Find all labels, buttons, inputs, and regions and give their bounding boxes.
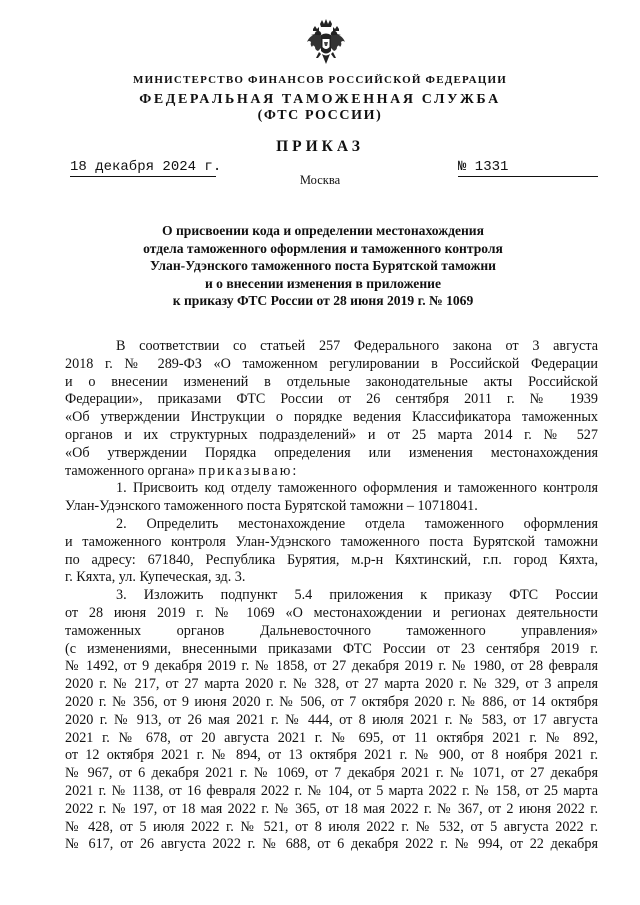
item-3-line: № 617, от 26 августа 2022 г. № 688, от 6 декабря 2022 г. № 994, от 22 декабря: [65, 836, 598, 853]
preamble-line: Федерации», приказами ФТС России от 26 сентября 2011 г. № 1939: [65, 391, 598, 408]
document-type: ПРИКАЗ: [276, 138, 364, 155]
item-1-line: 1. Присвоить код отделу таможенного оформления и таможенного контроля: [116, 480, 598, 497]
coat-of-arms-emblem: [305, 18, 347, 68]
item-3-line: 2020 г. № 913, от 26 мая 2021 г. № 444, от 8 июля 2021 г. № 583, от 17 августа: [65, 711, 598, 728]
document-body: [65, 338, 598, 854]
title-line: и о внесении изменения в приложение: [204, 275, 442, 291]
ministry-name: МИНИСТЕРСТВО ФИНАНСОВ РОССИЙСКОЙ ФЕДЕРАЦИИ: [133, 74, 507, 86]
item-3-line: от 28 июня 2019 г. № 1069 «О местонахождении и регионах деятельности: [65, 604, 598, 621]
item-3-line: 2021 г. № 678, от 20 августа 2021 г. № 695, от 11 октября 2021 г. № 892,: [65, 729, 598, 746]
preamble-line: «Об утверждении Инструкции о порядке ведения Классификатора таможенных: [65, 409, 598, 426]
document-city: Москва: [299, 173, 341, 187]
title-line: отдела таможенного оформления и таможенного контроля: [143, 240, 503, 256]
item-3-line: № 1492, от 9 декабря 2019 г. № 1858, от 27 декабря 2019 г. № 1980, от 28 февраля: [65, 658, 598, 675]
item-2-line: по адресу: 671840, Республика Бурятия, м.р-н Кяхтинский, г.п. город Кяхта,: [65, 551, 598, 568]
preamble-line: и о внесении изменений в отдельные законодательные акты Российской: [65, 373, 598, 390]
item-3-line: (с изменениями, внесенными приказами ФТС России от 23 сентября 2019 г.: [65, 640, 598, 657]
preamble-last-line: [65, 463, 598, 481]
orders-word: приказываю:: [198, 462, 299, 479]
item-2-line: и таможенного контроля Улан-Удэнского таможенного поста Бурятской таможни: [65, 533, 598, 550]
title-line: О присвоении кода и определении местонахождения: [161, 223, 484, 238]
preamble-line: органов и их структурных подразделений» и от 25 марта 2014 г. № 527: [65, 426, 598, 443]
item-3-line: 2020 г. № 217, от 27 марта 2020 г. № 328, от 27 марта 2020 г. № 329, от 3 апреля: [65, 676, 598, 693]
preamble-line: 2018 г. № 289-ФЗ «О таможенном регулировании в Российской Федерации: [65, 355, 598, 372]
title-line: Улан-Удэнского таможенного поста Бурятской таможни: [149, 258, 497, 274]
preamble-line: В соответствии со статьей 257 Федерального закона от 3 августа: [116, 338, 598, 354]
item-3-line: 2020 г. № 356, от 9 июня 2020 г. № 506, от 7 октября 2020 г. № 886, от 14 октября: [65, 693, 598, 710]
document-number: № 1331: [458, 158, 598, 177]
item-3-line: 3. Изложить подпункт 5.4 приложения к приказу ФТС России: [116, 587, 598, 604]
document-date: 18 декабря 2024 г.: [70, 159, 222, 175]
item-2-line: г. Кяхта, ул. Купеческая, зд. 3.: [65, 569, 246, 586]
service-short-name: (ФТС РОССИИ): [257, 108, 383, 123]
item-3-line: 2021 г. № 1138, от 16 февраля 2022 г. № 104, от 5 марта 2022 г. № 158, от 25 марта: [65, 782, 598, 799]
item-3-line: № 967, от 6 декабря 2021 г. № 1069, от 7 декабря 2021 г. № 1071, от 27 декабря: [65, 765, 598, 782]
item-3-line: № 428, от 5 июля 2022 г. № 521, от 8 июля 2022 г. № 532, от 5 августа 2022 г.: [65, 818, 598, 835]
item-2-line: 2. Определить местонахождение отдела таможенного оформления: [116, 515, 598, 532]
document-title: [40, 222, 606, 310]
item-3-line: от 12 октября 2021 г. № 894, от 13 октября 2021 г. № 900, от 8 ноября 2021 г.: [65, 747, 598, 764]
preamble-line: «Об утверждении Порядка определения или изменения местонахождения: [65, 444, 598, 461]
preamble-line-text: таможенного органа»: [65, 462, 195, 479]
item-3-line: 2022 г. № 197, от 18 мая 2022 г. № 365, от 18 мая 2022 г. № 367, от 2 июня 2022 г.: [65, 800, 598, 817]
item-1-line: Улан-Удэнского таможенного поста Бурятской таможни – 10718041.: [65, 498, 478, 515]
item-3-line: таможенных органов Дальневосточного таможенного управления»: [65, 622, 598, 639]
service-name: ФЕДЕРАЛЬНАЯ ТАМОЖЕННАЯ СЛУЖБА: [139, 92, 501, 107]
title-line: к приказу ФТС России от 28 июня 2019 г. № 1069: [172, 293, 474, 309]
